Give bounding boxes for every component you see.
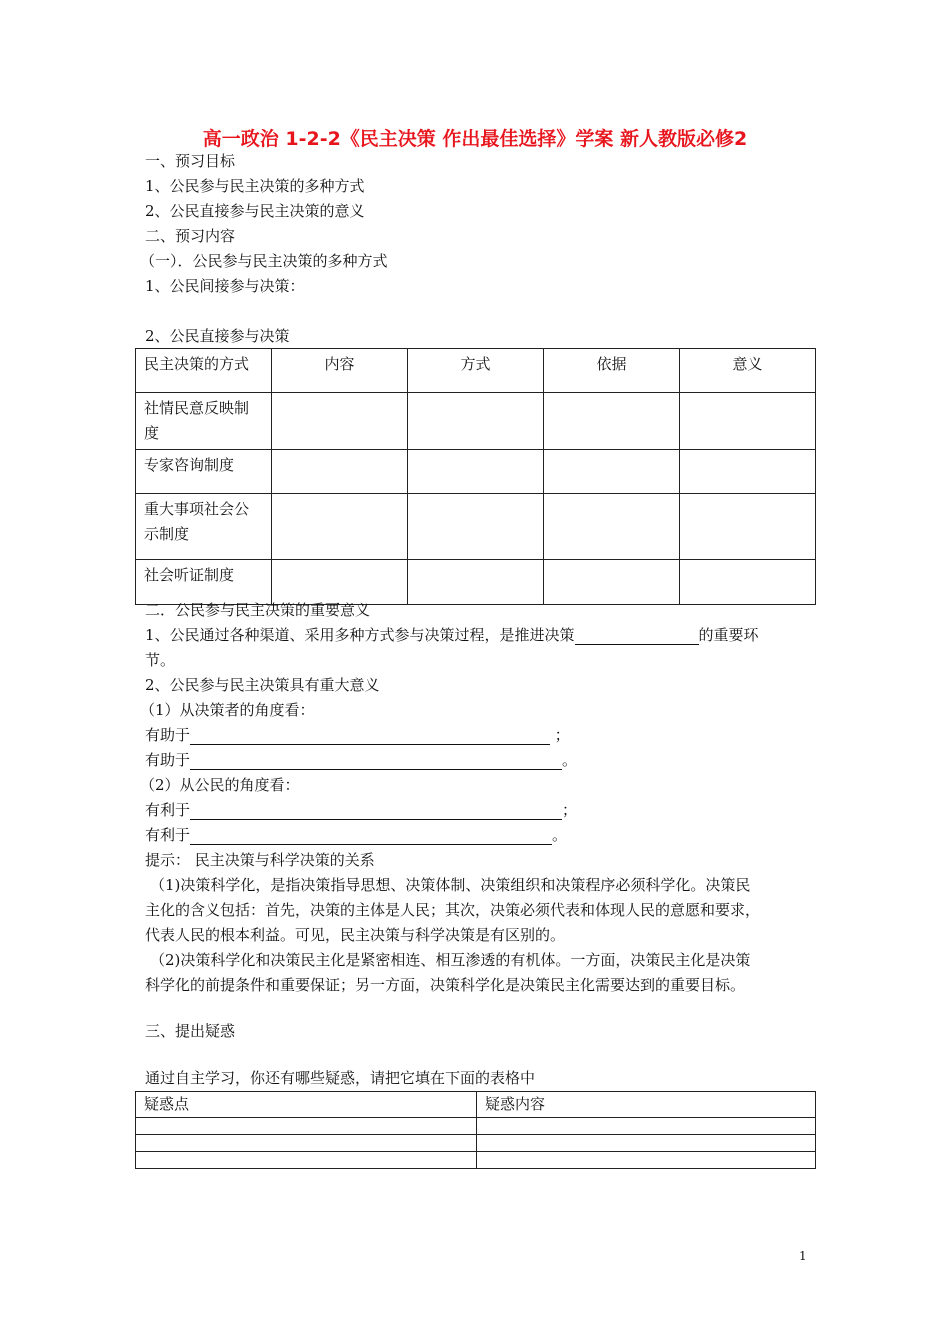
questions-table <box>135 1091 816 1169</box>
text-line: 通过自主学习，你还有哪些疑惑，请把它填在下面的表格中 <box>145 1069 536 1087</box>
table-row-label: 专家咨询制度 <box>136 450 272 494</box>
fill-blank[interactable] <box>575 628 699 645</box>
fill-blank[interactable] <box>190 728 550 745</box>
table-header: 疑惑内容 <box>477 1092 816 1118</box>
decision-methods-table <box>135 348 816 605</box>
hint-heading: 提示： 民主决策与科学决策的关系 <box>145 851 375 869</box>
table-header: 疑惑点 <box>136 1092 477 1118</box>
text: 。 <box>552 826 568 844</box>
fill-blank[interactable] <box>190 803 562 820</box>
table-header: 方式 <box>408 349 544 393</box>
text-line: 节。 <box>145 651 176 669</box>
text: ； <box>554 726 570 744</box>
text: 有利于 <box>145 826 191 844</box>
subheading: 二．公民参与民主决策的重要意义 <box>145 601 371 619</box>
text-line: 2、公民参与民主决策具有重大意义 <box>145 676 380 694</box>
text: 有利于 <box>145 801 191 819</box>
fill-blank[interactable] <box>190 753 562 770</box>
text-line: （2）从公民的角度看： <box>140 776 300 794</box>
text: 的重要环 <box>698 626 759 644</box>
goal-item: 1、公民参与民主决策的多种方式 <box>145 177 365 195</box>
table-header: 依据 <box>544 349 680 393</box>
table-row-label: 重大事项社会公示制度 <box>136 494 272 560</box>
table-row-label: 社情民意反映制度 <box>136 393 272 450</box>
table-header: 民主决策的方式 <box>136 349 272 393</box>
text-line: （1）从决策者的角度看： <box>140 701 315 719</box>
text: 有助于 <box>145 726 191 744</box>
section-heading: 三、提出疑惑 <box>145 1022 236 1040</box>
paragraph-line: 科学化的前提条件和重要保证；另一方面，决策科学化是决策民主化需要达到的重要目标。 <box>145 976 746 994</box>
text: 1、公民通过各种渠道、采用多种方式参与决策过程，是推进决策 <box>145 626 575 644</box>
table-header: 内容 <box>272 349 408 393</box>
text: 有助于 <box>145 751 191 769</box>
text-line: 2、公民直接参与决策 <box>145 327 290 345</box>
paragraph-line: （2)决策科学化和决策民主化是紧密相连、相互渗透的有机体。一方面，决策民主化是决策 <box>150 951 751 969</box>
paragraph-line: （1)决策科学化，是指决策指导思想、决策体制、决策组织和决策程序必须科学化。决策民 <box>150 876 751 894</box>
document-title: 高一政治 1-2-2《民主决策 作出最佳选择》学案 新人教版必修2 <box>202 128 748 150</box>
paragraph-line: 主化的含义包括：首先，决策的主体是人民；其次，决策必须代表和体现人民的意愿和要求， <box>145 901 761 919</box>
text: 。 <box>562 751 578 769</box>
text-line: 1、公民间接参与决策： <box>145 277 305 295</box>
subheading: （一）．公民参与民主决策的多种方式 <box>140 252 388 270</box>
paragraph-line: 代表人民的根本利益。可见，民主决策与科学决策是有区别的。 <box>145 926 566 944</box>
page-number: 1 <box>799 1249 807 1263</box>
table-header: 意义 <box>680 349 816 393</box>
section-heading: 二、预习内容 <box>145 227 236 245</box>
section-heading: 一、预习目标 <box>145 152 236 170</box>
fill-blank[interactable] <box>190 828 552 845</box>
table-row-label: 社会听证制度 <box>136 560 272 605</box>
text: ； <box>562 801 578 819</box>
goal-item: 2、公民直接参与民主决策的意义 <box>145 202 365 220</box>
